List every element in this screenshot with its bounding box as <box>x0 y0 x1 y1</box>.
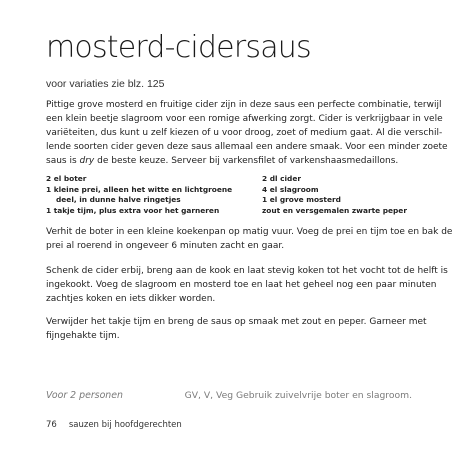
recipe-title: mosterd-cidersaus <box>46 30 311 65</box>
step-line: prei al roerend in ongeveer 6 minuten zacht en gaar. <box>46 241 285 251</box>
ingredient-item: 2 dl cider <box>262 174 301 183</box>
dietary-note: GV, V, Veg Gebruik zuivelvrije boter en slagroom. <box>184 390 412 401</box>
ingredient-item: 1 el grove mosterd <box>262 195 341 204</box>
servings: Voor 2 personen <box>46 390 123 401</box>
ingredient-item: 4 el slagroom <box>262 184 319 194</box>
step-line: Schenk de cider erbij, breng aan de kook en laat stevig koken tot het vocht tot de helft is <box>46 266 448 276</box>
step-line: ingekookt. Voeg de slagroom en mosterd toe en laat het geheel nog een paar minuten <box>46 280 437 290</box>
page-number: 76 <box>46 420 57 430</box>
intro-line: variëteiten, dus kunt u zelf kiezen of u voor droog, zoet of medium gaat. Al die verschil- <box>46 128 443 138</box>
intro-emphasis: dry <box>79 156 95 166</box>
step-line: Verwijder het takje tijm en breng de saus op smaak met zout en peper. Garneer met <box>46 317 427 327</box>
ingredients-column-left <box>46 174 232 216</box>
intro-line-last <box>46 154 416 168</box>
recipe-intro <box>46 98 448 168</box>
intro-text: de beste keuze. Serveer bij varkensfilet of varkenshaasmedaillons. <box>94 156 399 166</box>
ingredient-item-continued: deel, in dunne halve ringetjes <box>56 195 181 204</box>
step-line: Verhit de boter in een kleine koekenpan op matig vuur. Voeg de prei en tijm toe en bak de <box>46 227 452 237</box>
ingredient-item: 1 kleine prei, alleen het witte en lichtgroene <box>46 184 233 194</box>
step-line: zachtjes koken en iets dikker worden. <box>46 294 216 304</box>
intro-text: saus is <box>46 156 80 166</box>
ingredient-item: 1 takje tijm, plus extra voor het garneren <box>46 205 220 215</box>
intro-line: Pittige grove mosterd en fruitige cider zijn in deze saus een perfecte combinatie, terwijl <box>46 100 442 110</box>
method-step-3 <box>46 315 427 343</box>
intro-line: een klein beetje slagroom voor een romige afwerking zorgt. Cider is verkrijgbaar in vele <box>46 114 443 124</box>
ingredient-item: zout en versgemalen zwarte peper <box>262 205 407 215</box>
method-step-2 <box>46 264 448 306</box>
variations-reference: voor variaties zie blz. 125 <box>46 78 165 90</box>
page-footer <box>46 420 182 430</box>
step-line: fijngehakte tijm. <box>46 331 120 341</box>
section-name: sauzen bij hoofdgerechten <box>68 420 182 430</box>
ingredients-column-right <box>262 174 407 216</box>
intro-line: lende soorten cider geven deze saus allemaal een andere smaak. Voor een minder zoete <box>46 142 448 152</box>
ingredient-item: 2 el boter <box>46 174 87 183</box>
method-step-1 <box>46 225 452 253</box>
